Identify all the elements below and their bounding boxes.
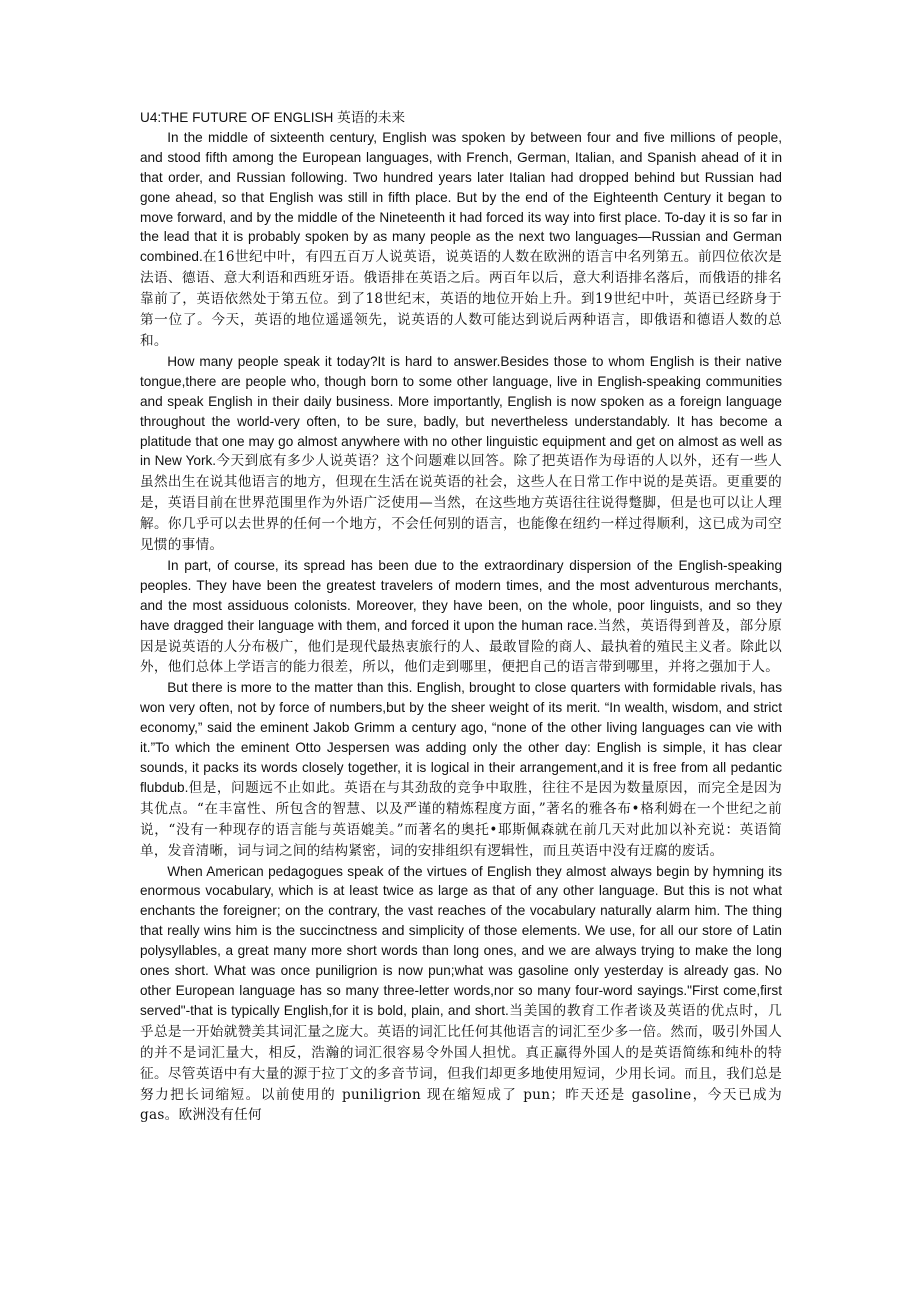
document-page	[140, 108, 782, 1126]
paragraph-2-chinese: 今天到底有多少人说英语？这个问题难以回答。除了把英语作为母语的人以外，还有一些人虽然出生在说其他语言的地方，但现在生活在说英语的社会，这些人在日常工作中说的是英语。更重要的是，英语目前在世界范围里作为外语广泛使用—当然，在这些地方英语往往说得蹩脚，但是也可以让人理解。你几乎可以去世界的任何一个地方，不会任何别的语言，也能像在纽约一样过得顺利，这已成为司空见惯的事情。	[140, 453, 783, 554]
paragraph-4-english: But there is more to the matter than this. English, brought to close quarters with formidable rivals, has won very often, not by force of numbers,but by the sheer weight of its merit. “In wealth, wisdom, and strict economy,” said the eminent Jakob Grimm a century ago, “none of the other living languages can vie with it.”To which the eminent Otto Jespersen was adding only the other day: English is simple, it has clear sounds, it packs its words closely together, it is logical in their arrangement,and it is free from all pedantic flubdub.	[140, 680, 782, 795]
paragraph-1-english: In the middle of sixteenth century, English was spoken by between four and five millions of people, and stood fifth among the European languages, with French, German, Italian, and Spanish ahead of it in that order, and Russian following. Two hundred years later Italian had dropped behind but Russian had gone ahead, so that English was still in fifth place. But by the end of the Eighteenth Century it began to move forward, and by the middle of the Nineteenth it had forced its way into first place. To-day it is so far in the lead that it is probably spoken by as many people as the next two languages—Russian and German combined.	[140, 129, 782, 265]
paragraph-3-english: In part, of course, its spread has been due to the extraordinary dispersion of the English-speaking peoples. They have been the greatest travelers of modern times, and the most adventurous merchants, and the most assiduous colonists. Moreover, they have been, on the whole, poor linguists, and so they have dragged their language with them, and forced it upon the human race.	[140, 557, 782, 633]
paragraph-3	[140, 556, 782, 678]
paragraph-2-english: How many people speak it today?It is hard to answer.Besides those to whom English is their native tongue,there are people who, though born to some other language, live in English-speaking communities and speak English in their daily business. More importantly, English is now spoken as a foreign language throughout the world-very often, to be sure, badly, but nevertheless understandably. It has become a platitude that one may go almost anywhere with no other linguistic equipment and get on almost as well as in New York.	[140, 353, 782, 469]
paragraph-4	[140, 678, 782, 861]
paragraph-5-chinese: 当美国的教育工作者谈及英语的优点时，几乎总是一开始就赞美其词汇量之庞大。英语的词汇比任何其他语言的词汇至少多一倍。然而，吸引外国人的并不是词汇量大，相反，浩瀚的词汇很容易令外国人担忧。真正赢得外国人的是英语简练和纯朴的特征。尽管英语中有大量的源于拉丁文的多音节词，但我们却更多地使用短词，少用长词。而且，我们总是努力把长词缩短。以前使用的 puniligrion 现在缩短成了 pun；昨天还是 gasoline，今天已成为 gas。欧洲没有任何	[140, 1002, 782, 1124]
paragraph-4-chinese: 但是，问题远不止如此。英语在与其劲敌的竞争中取胜，往往不是因为数量原因，而完全是因为其优点。“在丰富性、所包含的智慧、以及严谨的精炼程度方面，”著名的雅各布•格利姆在一个世纪之前说，“没有一种现存的语言能与英语媲美。”而著名的奥托•耶斯佩森就在前几天对此加以补充说：英语简单，发音清晰，词与词之间的结构紧密，词的安排组织有逻辑性，而且英语中没有迂腐的废话。	[140, 779, 782, 859]
paragraph-5-english: When American pedagogues speak of the virtues of English they almost always begin by hymning its enormous vocabulary, which is at least twice as large as that of any other language. But this is not what enchants the foreigner; on the contrary, the vast reaches of the vocabulary naturally alarm him. The thing that really wins him is the succinctness and simplicity of those elements. We use, for all our store of Latin polysyllables, a great many more short words than long ones, and we are always trying to make the long ones short. What was once puniligrion is now pun;what was gasoline only yesterday is already gas. No other European language has so many three-letter words,nor so many four-word sayings."First come,first served"-that is typically English,for it is bold, plain, and short.	[140, 863, 782, 1018]
paragraph-3-chinese: 当然，英语得到普及，部分原因是说英语的人分布极广，他们是现代最热衷旅行的人、最敢冒险的商人、最执着的殖民主义者。除此以外，他们总体上学语言的能力很差，所以，他们走到哪里，便把自己的语言带到哪里，并将之强加于人。	[140, 617, 782, 676]
paragraph-1-chinese: 在16世纪中叶，有四五百万人说英语，说英语的人数在欧洲的语言中名列第五。前四位依次是法语、德语、意大利语和西班牙语。俄语排在英语之后。两百年以后，意大利语排名落后，而俄语的排名靠前了，英语依然处于第五位。到了18世纪末，英语的地位开始上升。到19世纪中叶，英语已经跻身于第一位了。今天，英语的地位遥遥领先，说英语的人数可能达到说后两种语言，即俄语和德语人数的总和。	[140, 249, 782, 349]
paragraph-2	[140, 352, 782, 556]
paragraph-1	[140, 128, 782, 352]
document-title: U4:THE FUTURE OF ENGLISH 英语的未来	[140, 110, 406, 125]
paragraph-5	[140, 862, 782, 1127]
